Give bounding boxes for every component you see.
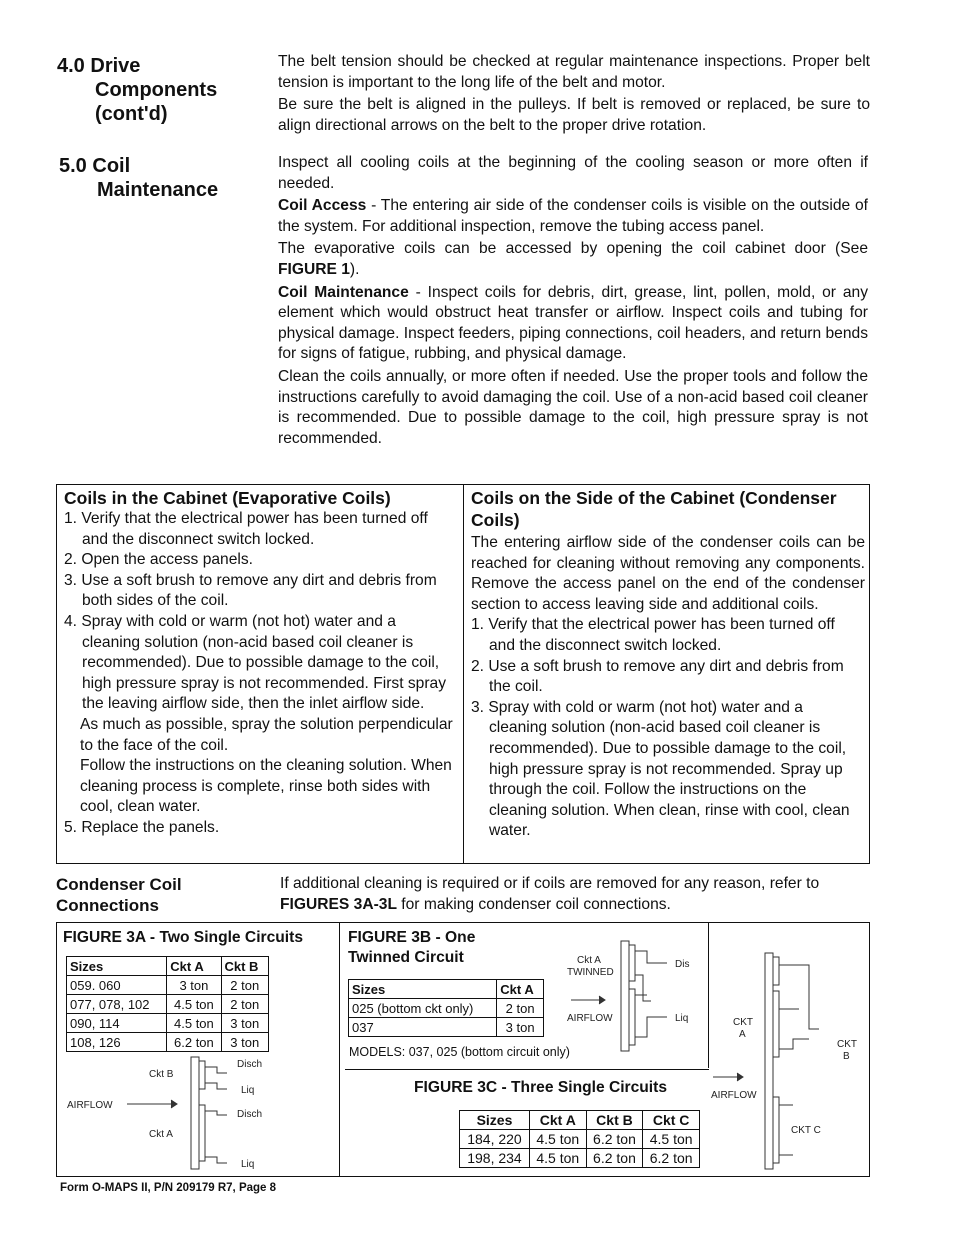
table-row: 059. 060 3 ton 2 ton [67,976,269,995]
condenser-coils-column [471,487,865,842]
step-item: 3. Use a soft brush to remove any dirt and debris from both sides of the coil. [64,571,437,610]
section-5-title-line1: Coil [92,155,131,177]
figure-divider [339,923,340,1176]
step-continuation: Follow the instructions on the cleaning solution. When cleaning process is complete, rinse both sides with cool, clean water. [80,757,452,816]
condenser-intro: The entering airflow side of the condenser coils can be reached for cleaning without removing any components. Remove the access panel on the end of the condenser section to access leaving side and additional coils. [471,534,865,613]
section-5-paragraph: The evaporative coils can be accessed by opening the coil cabinet door (See FIGURE 1). [278,240,868,278]
ckt-a-label: Ckt A [149,1129,173,1140]
airflow-label: AIRFLOW [67,1100,113,1111]
section-4-number: 4.0 [57,55,85,77]
table-header-row: Sizes Ckt A Ckt B [67,957,269,976]
section-5-number: 5.0 [59,155,87,177]
ckt-b-label: CKT [837,1039,857,1050]
section-5-heading [59,154,218,202]
section-4-heading [57,54,217,126]
step-item: 2. Open the access panels. [64,551,253,569]
airflow-label: AIRFLOW [567,1013,613,1024]
table-row: 108, 126 6.2 ton 3 ton [67,1033,269,1052]
coil-cleaning-box [56,484,870,864]
section-4-title-line3: (cont'd) [95,103,168,125]
table-row: 184, 220 4.5 ton 6.2 ton 4.5 ton [460,1130,700,1149]
ckt-b-label: Ckt B [149,1069,174,1080]
table-row: 077, 078, 102 4.5 ton 2 ton [67,995,269,1014]
figure-divider [345,1069,709,1070]
step-item: 5. Replace the panels. [64,818,220,836]
section-4-body [278,52,870,138]
condenser-coils-title: Coils on the Side of the Cabinet (Condenser Coils) [471,488,837,530]
twinned-label: TWINNED [567,967,614,978]
section-5-paragraph: Coil Maintenance - Inspect coils for debris, dirt, grease, lint, pollen, mold, or any element which would obstruct heat transfer or airflow. Inspect coils and tubing for physical damage. Inspect feeders, piping connections, coil headers, and return bends for signs of fatigue, rubbing, and physical damage. [278,283,868,363]
evaporative-coils-title: Coils in the Cabinet (Evaporative Coils) [64,488,391,508]
figures-reference: FIGURES 3A-3L [280,895,397,913]
evaporative-steps [64,509,454,839]
section-5-body [278,153,868,451]
table-row: 198, 234 4.5 ton 6.2 ton 6.2 ton [460,1149,700,1168]
figure-3b-diagram [547,937,707,1057]
step-item: 1. Verify that the electrical power has been turned off and the disconnect switch locked. [471,616,835,654]
figure-3b-note: MODELS: 037, 025 (bottom circuit only) [349,1045,570,1059]
connections-heading: Condenser Coil Connections [56,875,182,915]
section-5-paragraph: Coil Access - The entering air side of the condenser coils is visible on the outside of the system. For additional inspection, remove the tubing access panel. [278,197,868,235]
coil-access-label: Coil Access [278,197,367,215]
figure-3c-diagram [709,949,869,1173]
section-4-paragraph: Be sure the belt is aligned in the pulleys. If belt is removed or replaced, be sure to align directional arrows on the belt to the proper drive rotation. [278,96,870,134]
coil-maintenance-label: Coil Maintenance [278,283,409,301]
figure-3c-title: FIGURE 3C - Three Single Circuits [414,1079,668,1096]
step-item: 3. Spray with cold or warm (not hot) water and a cleaning solution (non-acid based coil cleaner is recommended). Due to possible damage to the coil, high pressure spray is not recommended. Spray up through the coil. Follow the instructions on the cleaning solution. When clean, rinse with cool, clean water. [471,698,850,840]
connections-text: If additional cleaning is required or if coils are removed for any reason, refer to FIGURES 3A-3L for making condenser coil connections. [280,875,820,913]
section-4-title-line1: Drive [90,55,141,77]
disch-label: Disch [237,1059,263,1070]
liq-label: Liq [675,1013,689,1024]
page-footer: Form O-MAPS II, P/N 209179 R7, Page 8 [60,1182,277,1194]
section-5-title-line2: Maintenance [97,179,219,201]
step-item: 2. Use a soft brush to remove any dirt and debris from the coil. [471,657,844,696]
ckt-c-label: CKT C [791,1125,821,1136]
svg-text:B: B [843,1051,850,1062]
ckt-a-label: Ckt A [577,955,601,966]
figure-3a-table [66,956,269,1052]
svg-text:A: A [739,1029,746,1040]
figure-3b-table [348,979,544,1037]
disch-label: Disch [237,1109,263,1120]
evaporative-coils-column [64,487,454,839]
section-5-paragraph: Clean the coils annually, or more often if needed. Use the proper tools and follow the instructions carefully to avoid damaging the coil. Use of a non-acid based coil cleaner is recommended. Due to possible damage to the coil, high pressure spray is not recommended. [278,367,868,447]
figure-reference: FIGURE 1 [278,260,350,278]
step-continuation: As much as possible, spray the solution perpendicular to the face of the coil. [80,715,453,754]
table-row: 090, 114 4.5 ton 3 ton [67,1014,269,1033]
figures-box [56,922,870,1177]
column-divider [463,485,464,863]
table-row: 025 (bottom ckt only) 2 ton [349,999,544,1018]
table-header-row: Sizes Ckt A [349,980,544,999]
liq-label: Liq [241,1159,255,1170]
dis-label: Dis [675,959,690,970]
liq-label: Liq [241,1085,255,1096]
table-row: 037 3 ton [349,1018,544,1037]
condenser-steps [471,615,865,842]
figure-3a-title: FIGURE 3A - Two Single Circuits [63,929,303,946]
figure-3a-diagram [57,1053,339,1175]
ckt-a-label: CKT [733,1017,753,1028]
airflow-label: AIRFLOW [711,1090,757,1101]
section-4-title-line2: Components [95,79,218,101]
table-header-row: Sizes Ckt A Ckt B Ckt C [460,1111,700,1130]
figure-3b-title: FIGURE 3B - One Twinned Circuit [348,929,476,966]
step-item: 1. Verify that the electrical power has been turned off and the disconnect switch locked. [64,510,428,548]
section-5-paragraph: Inspect all cooling coils at the beginning of the cooling season or more often if needed. [278,154,868,192]
step-item: 4. Spray with cold or warm (not hot) water and a cleaning solution (non-acid based coil cleaner is recommended). Due to possible damage to the coil, high pressure spray is not recommended. First spray the leaving airflow side, then the inlet airflow side. [64,612,447,713]
section-4-paragraph: The belt tension should be checked at regular maintenance inspections. Proper belt tension is important to the long life of the belt and motor. [278,53,870,91]
figure-3c-table [459,1110,700,1168]
